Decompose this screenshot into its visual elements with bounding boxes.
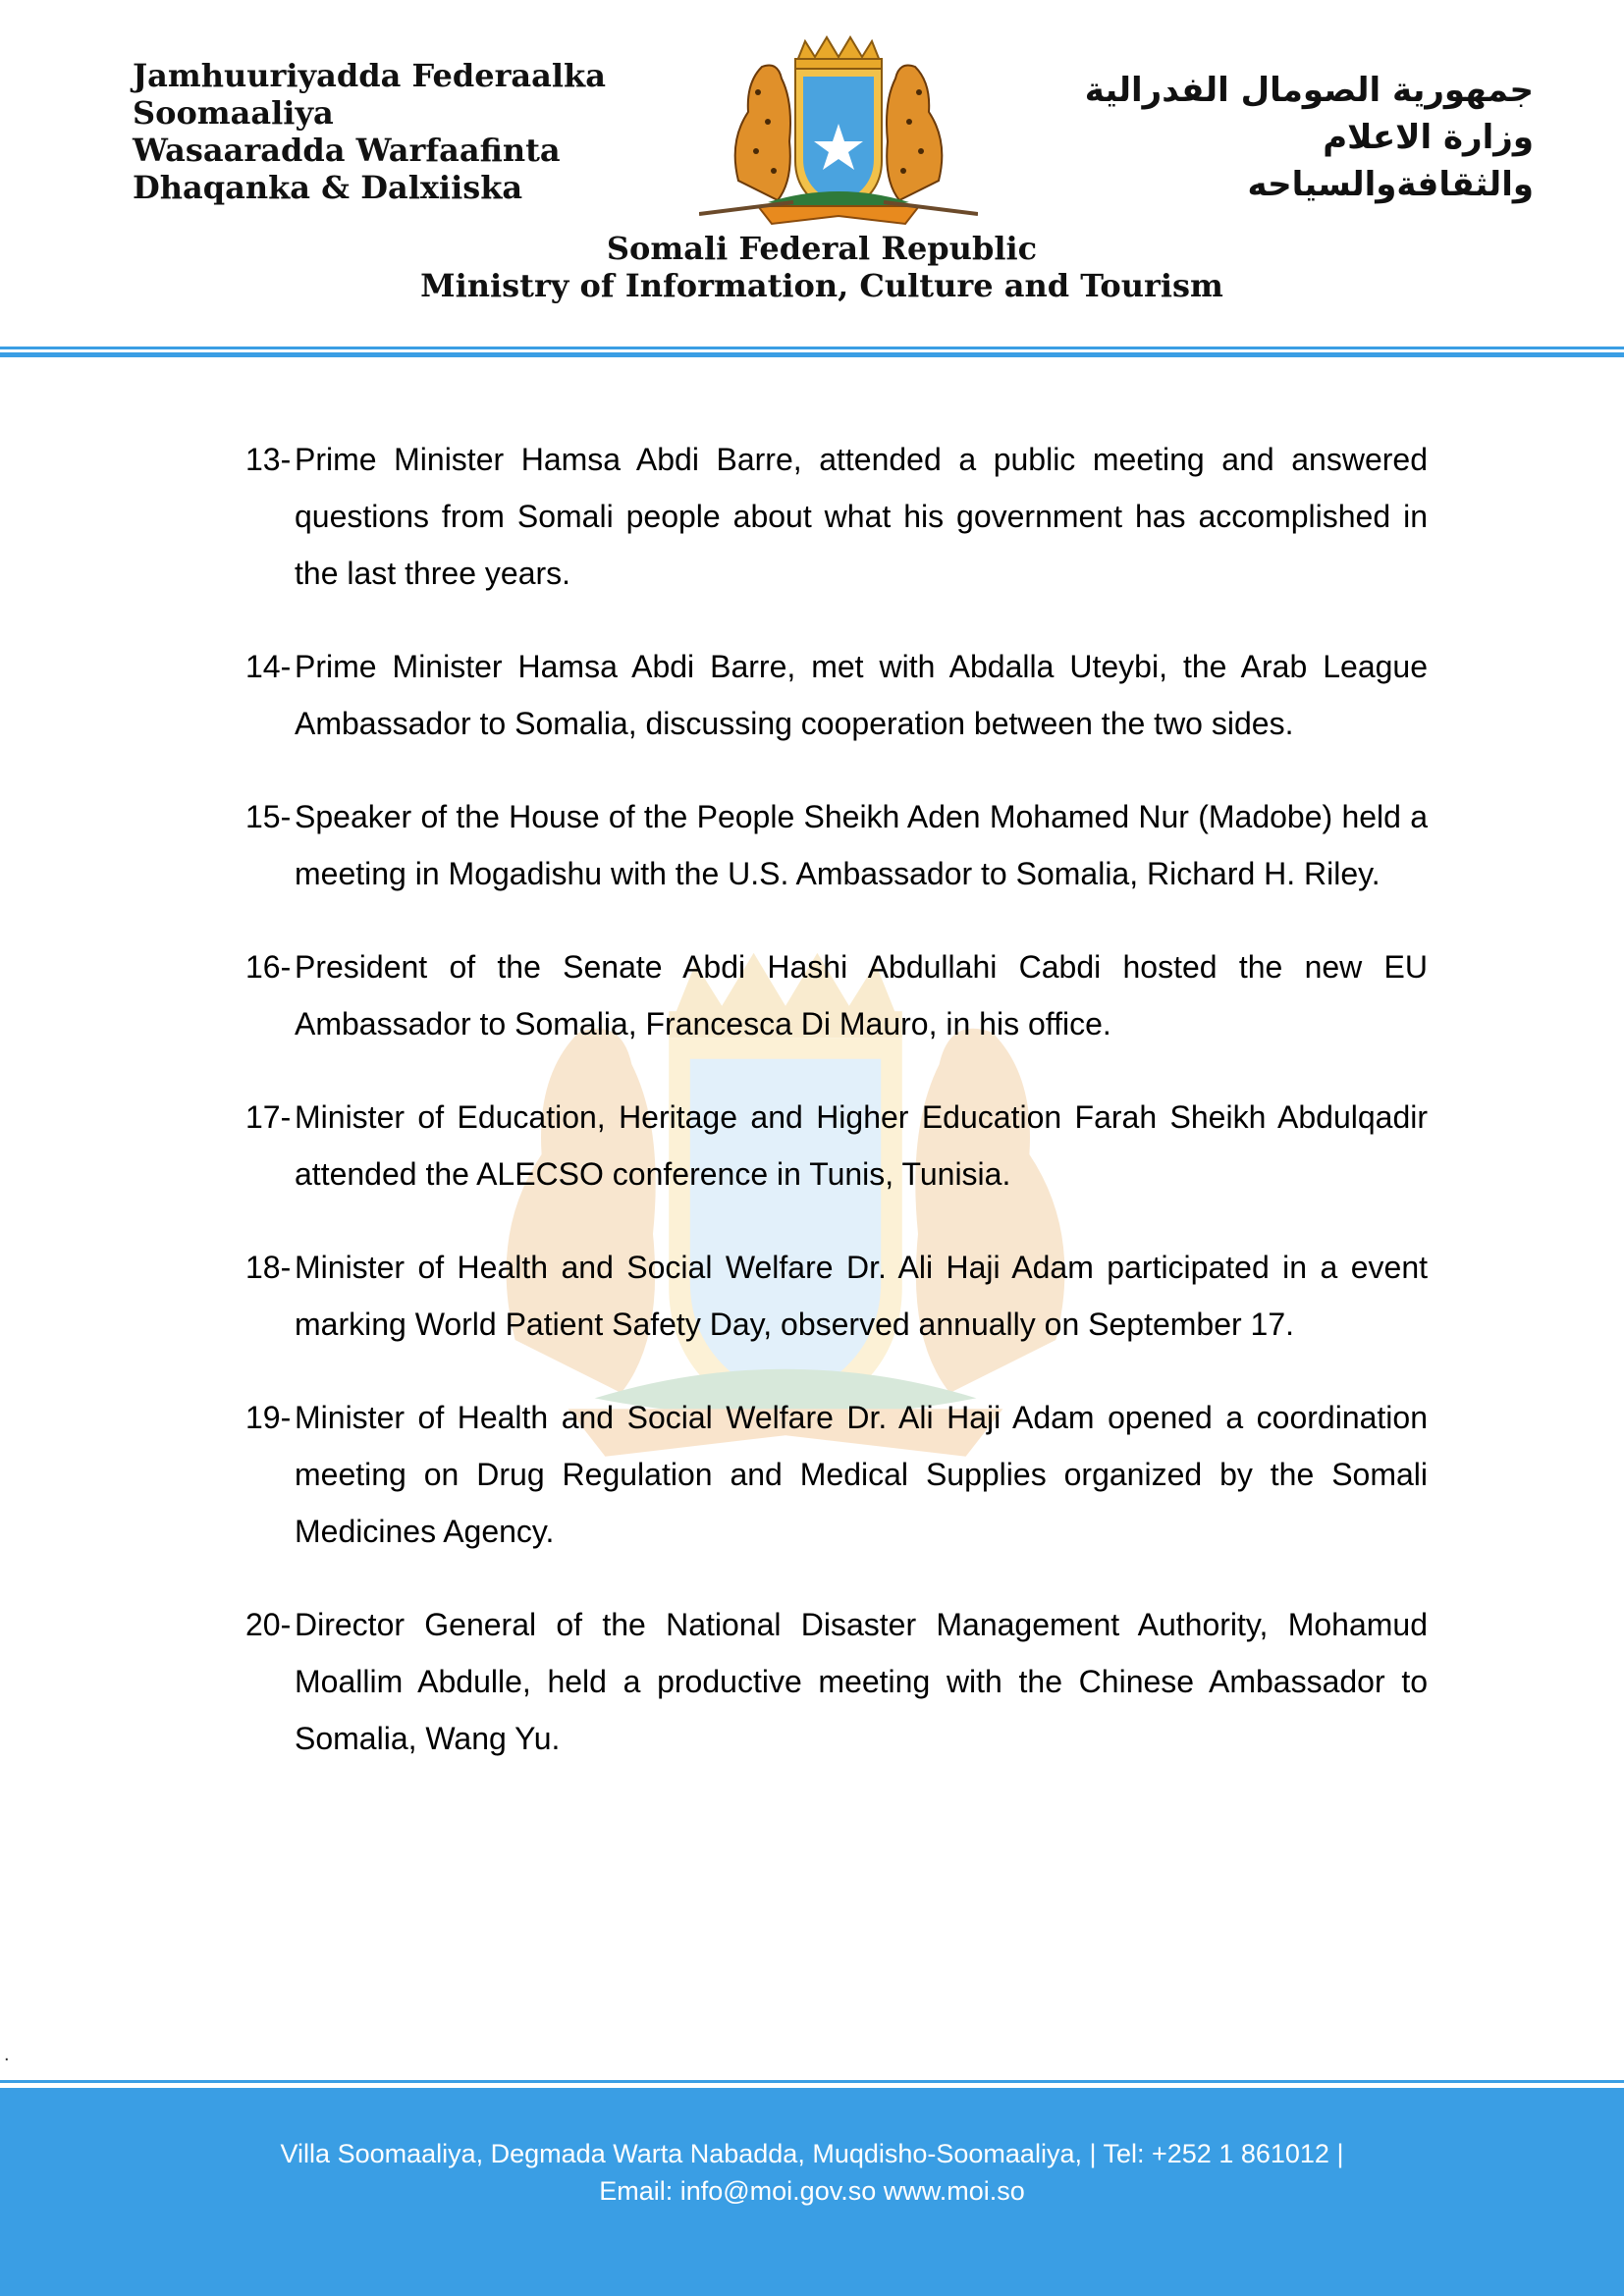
- header-left-line: Wasaaradda Warfaafinta: [133, 132, 561, 169]
- stray-mark: .: [4, 2044, 10, 2065]
- list-item: [245, 1089, 1428, 1202]
- header-left-line: Dhaqanka & Dalxiiska: [133, 169, 523, 206]
- header-center-line: Ministry of Information, Culture and Tourism: [420, 267, 1223, 304]
- header-left-line: Soomaaliya: [133, 94, 334, 132]
- footer-divider: [0, 2080, 1624, 2083]
- item-text: Minister of Education, Heritage and Higher Education Farah Sheikh Abdulqadir attended the ALECSO conference in Tunis, Tunisia.: [295, 1099, 1428, 1192]
- item-text: Minister of Health and Social Welfare Dr. Ali Haji Adam participated in a event marking World Patient Safety Day, observed annually on September 17.: [295, 1250, 1428, 1342]
- header-right-line: وزارة الاعلام: [1323, 118, 1534, 157]
- list-item: [245, 788, 1428, 902]
- somali-ministry-name: [133, 57, 643, 206]
- list-item: [245, 1389, 1428, 1560]
- footer-email-web: Email: info@moi.gov.so www.moi.so: [599, 2176, 1025, 2206]
- list-item: [245, 938, 1428, 1052]
- header-center-line: Somali Federal Republic: [606, 230, 1038, 267]
- item-text: Director General of the National Disaster Management Authority, Mohamud Moallim Abdulle, held a productive meeting with the Chinese Ambassador to Somalia, Wang Yu.: [295, 1607, 1428, 1756]
- header-right-line: جمهورية الصومال الفدرالية: [1084, 71, 1534, 110]
- footer-address: Villa Soomaaliya, Degmada Warta Nabadda, Muqdisho-Soomaaliya, | Tel: +252 1 861012 |: [280, 2139, 1344, 2168]
- list-item: [245, 1596, 1428, 1767]
- arabic-ministry-name: [984, 67, 1534, 208]
- header-divider: [0, 347, 1624, 349]
- item-text: Speaker of the House of the People Sheikh Aden Mohamed Nur (Madobe) held a meeting in Mogadishu with the U.S. Ambassador to Somalia, Richard H. Riley.: [295, 799, 1428, 891]
- header-right-line: والثقافةوالسياحه: [1247, 165, 1534, 204]
- english-ministry-name: [0, 230, 1624, 304]
- list-item: [245, 1239, 1428, 1353]
- footer-contact: [0, 2135, 1624, 2210]
- news-item-list: [245, 431, 1428, 1803]
- item-number: 20-: [245, 1607, 292, 1642]
- list-item: [245, 431, 1428, 602]
- item-number: 19-: [245, 1400, 292, 1435]
- item-text: President of the Senate Abdi Hashi Abdullahi Cabdi hosted the new EU Ambassador to Somalia, Francesca Di Mauro, in his office.: [295, 949, 1428, 1041]
- item-number: 16-: [245, 949, 292, 985]
- item-number: 13-: [245, 442, 292, 477]
- list-item: [245, 638, 1428, 752]
- item-text: Prime Minister Hamsa Abdi Barre, met with Abdalla Uteybi, the Arab League Ambassador to Somalia, discussing cooperation between the two sides.: [295, 649, 1428, 741]
- header-divider-thick: [0, 352, 1624, 357]
- item-number: 15-: [245, 799, 292, 834]
- item-text: Prime Minister Hamsa Abdi Barre, attended a public meeting and answered questions from Somali people about what his government has accomplished in the last three years.: [295, 442, 1428, 591]
- item-number: 18-: [245, 1250, 292, 1285]
- item-number: 17-: [245, 1099, 292, 1135]
- item-text: Minister of Health and Social Welfare Dr. Ali Haji Adam opened a coordination meeting on Drug Regulation and Medical Supplies organized by the Somali Medicines Agency.: [295, 1400, 1428, 1549]
- header-left-line: Jamhuuriyadda Federaalka: [133, 57, 606, 94]
- item-number: 14-: [245, 649, 292, 684]
- somali-coat-of-arms-icon: [699, 33, 978, 230]
